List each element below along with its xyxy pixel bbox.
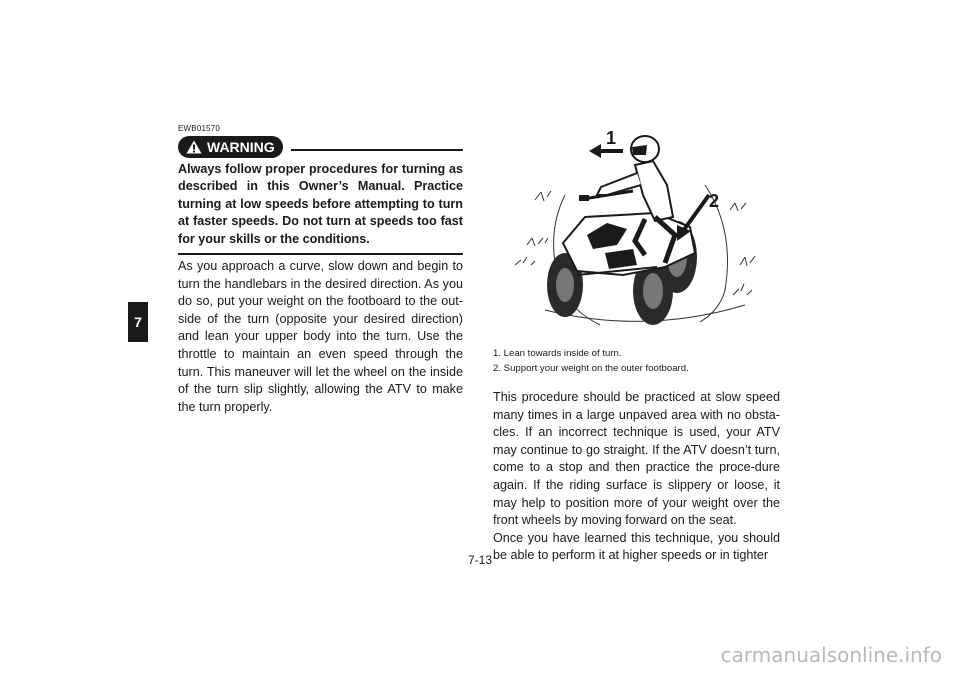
warning-header <box>178 136 463 158</box>
atv-turning-illustration <box>505 125 780 340</box>
callout-2: 2 <box>709 191 720 211</box>
callout-1: 1 <box>606 128 617 148</box>
page-number: 7-13 <box>467 553 493 567</box>
warning-label: WARNING <box>207 139 275 155</box>
warning-badge <box>178 136 283 158</box>
chapter-tab: 7 <box>128 302 148 342</box>
left-column <box>178 124 463 416</box>
technique-paragraph: Once you have learned this technique, you should be able to perform it at higher speeds or in tighter <box>493 530 780 563</box>
warning-rule <box>291 149 463 151</box>
warning-triangle-icon <box>186 140 202 154</box>
caption-item: 1. Lean towards inside of turn. <box>493 348 622 359</box>
caption-item: 2. Support your weight on the outer footboard. <box>493 363 689 374</box>
figure-captions <box>493 346 793 376</box>
right-column <box>493 389 780 565</box>
practice-paragraph: This procedure should be practiced at slow speed many times in a large unpaved area with no obsta-cles. If an incorrect technique is used, your ATV may continue to go straight. If the ATV doesn’t turn, come to a stop and then practice the proce-dure again. If the riding surface is slippery or loose, it may help to position more of your weight over the front wheels by moving forward on the seat. <box>493 390 780 528</box>
watermark: carmanualsonline.info <box>720 643 942 667</box>
warning-code: EWB01570 <box>178 124 221 133</box>
warning-text: Always follow proper procedures for turning as described in this Owner’s Manual. Practice turning at low speeds before attempting to turn at faster speeds. Do not turn at speeds too fast for your skills or the conditions. <box>178 161 463 255</box>
turning-instructions: As you approach a curve, slow down and begin to turn the handlebars in the desired direction. As you do so, put your weight on the footboard to the out-side of the turn (opposite your desired direction) and lean your upper body into the turn. Use the throttle to maintain an even speed through the turn. This maneuver will let the wheel on the inside of the turn slip slightly, allowing the ATV to make the turn properly. <box>178 259 463 414</box>
